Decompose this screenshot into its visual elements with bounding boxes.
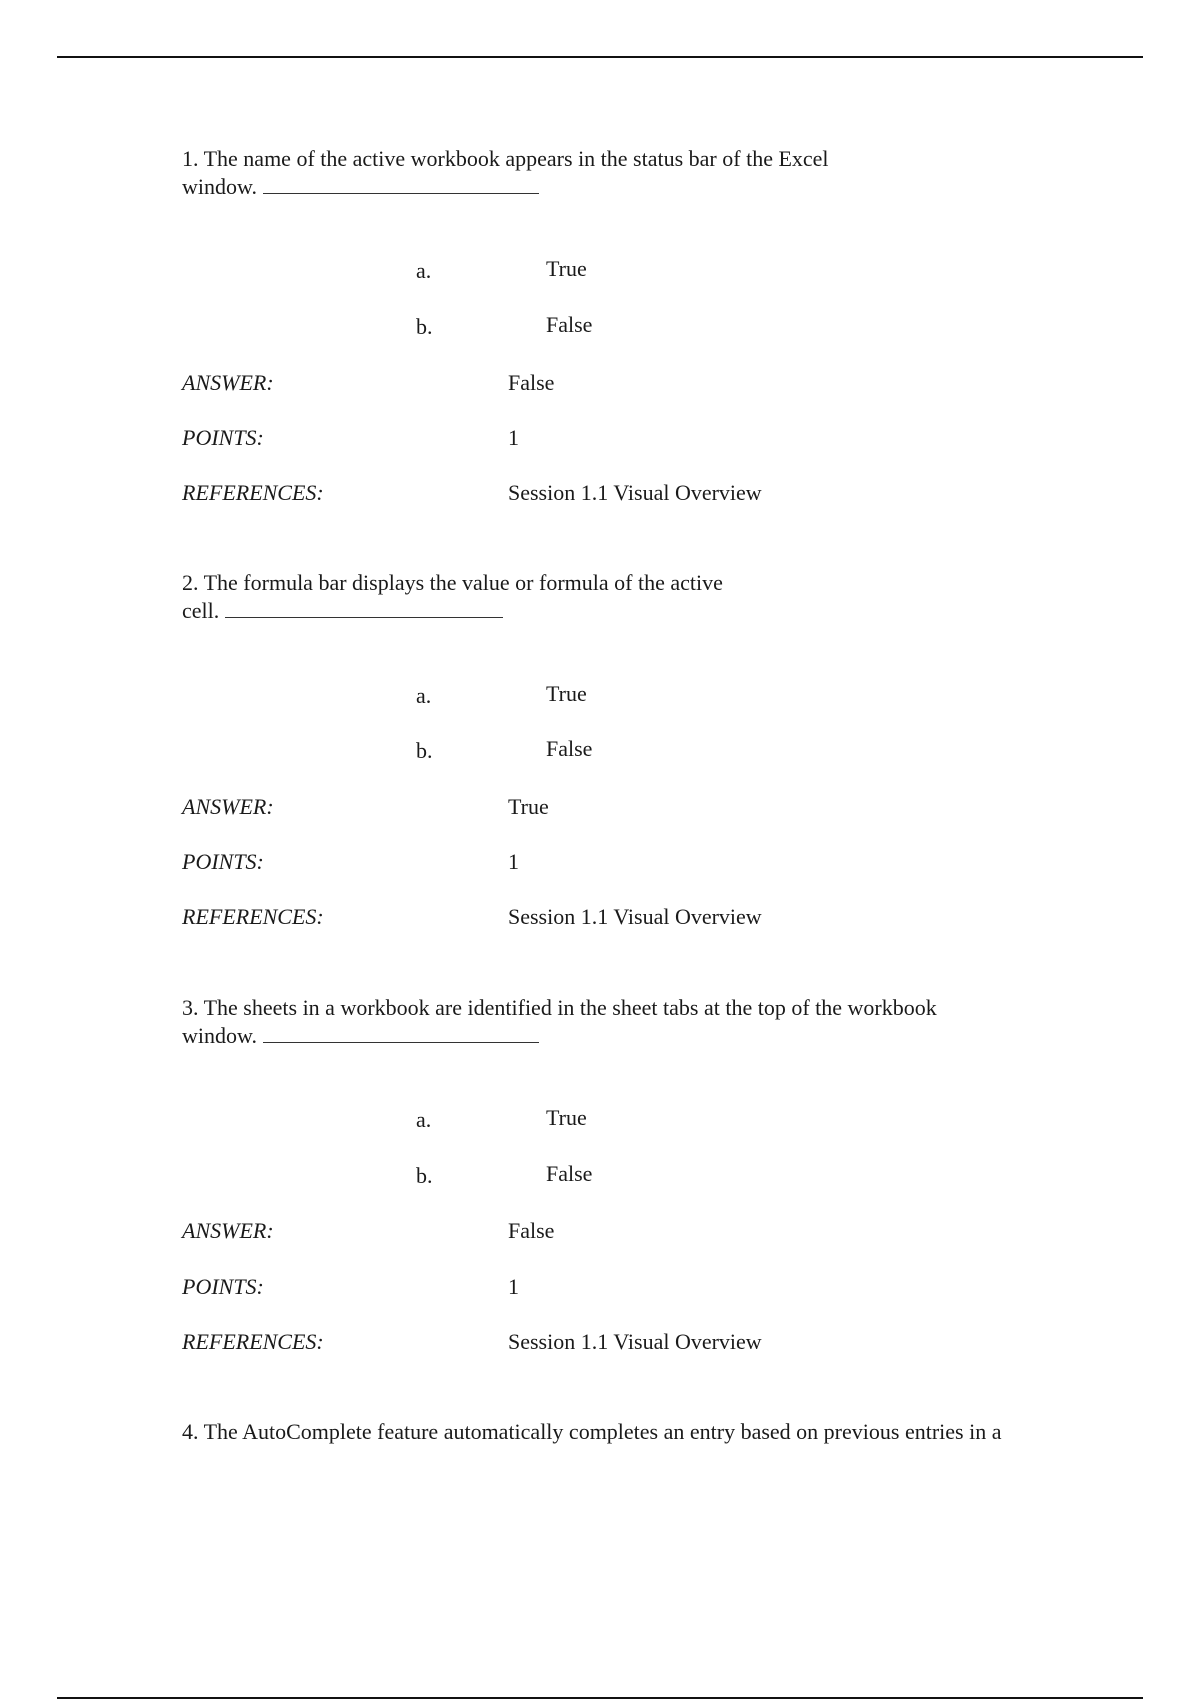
question-3-option-b-text: False [546,1161,593,1186]
question-1-references-label: REFERENCES: [182,480,324,505]
question-1-line-1: 1. The name of the active workbook appears in the status bar of the Excel [182,146,829,171]
question-1-answer-label: ANSWER: [182,370,274,395]
question-3-option-b-letter: b. [416,1163,433,1188]
question-1-answer-blank [263,175,539,194]
question-3-answer-label: ANSWER: [182,1218,274,1243]
question-1-text [182,145,829,201]
question-2-option-a-text: True [546,681,587,706]
question-2-references-value: Session 1.1 Visual Overview [508,904,762,929]
question-1-points-label: POINTS: [182,425,264,450]
question-3-points-label: POINTS: [182,1274,264,1299]
question-3-points-value: 1 [508,1274,519,1299]
question-2-answer-label: ANSWER: [182,794,274,819]
question-1-option-b-text: False [546,312,593,337]
question-1-points-value: 1 [508,425,519,450]
question-1-option-a-letter: a. [416,258,432,283]
question-1-line-2: window. [182,174,257,199]
question-3-option-a-text: True [546,1105,587,1130]
question-2-points-value: 1 [508,849,519,874]
question-3-line-2: window. [182,1023,257,1048]
question-3-answer-blank [263,1024,539,1043]
question-3-text [182,994,937,1050]
question-2-line-1: 2. The formula bar displays the value or formula of the active [182,570,723,595]
question-2-option-b-letter: b. [416,738,433,763]
question-2-text [182,569,723,625]
question-4-text [182,1418,1001,1446]
question-2-answer-blank [225,599,503,618]
question-3-answer-value: False [508,1218,555,1243]
question-2-option-a-letter: a. [416,683,432,708]
question-2-answer-value: True [508,794,549,819]
question-2-points-label: POINTS: [182,849,264,874]
question-2-option-b-text: False [546,736,593,761]
question-1-option-b-letter: b. [416,314,433,339]
question-1-answer-value: False [508,370,555,395]
question-1-option-a-text: True [546,256,587,281]
footer-rule [57,1697,1143,1699]
question-3-option-a-letter: a. [416,1107,432,1132]
question-4-line-1: 4. The AutoComplete feature automatically completes an entry based on previous entries in a [182,1419,1002,1444]
question-3-references-label: REFERENCES: [182,1329,324,1354]
question-3-references-value: Session 1.1 Visual Overview [508,1329,762,1354]
question-2-references-label: REFERENCES: [182,904,324,929]
question-3-line-1: 3. The sheets in a workbook are identified in the sheet tabs at the top of the workbook [182,995,937,1020]
header-rule [57,56,1143,58]
question-2-line-2: cell. [182,598,220,623]
question-1-references-value: Session 1.1 Visual Overview [508,480,762,505]
